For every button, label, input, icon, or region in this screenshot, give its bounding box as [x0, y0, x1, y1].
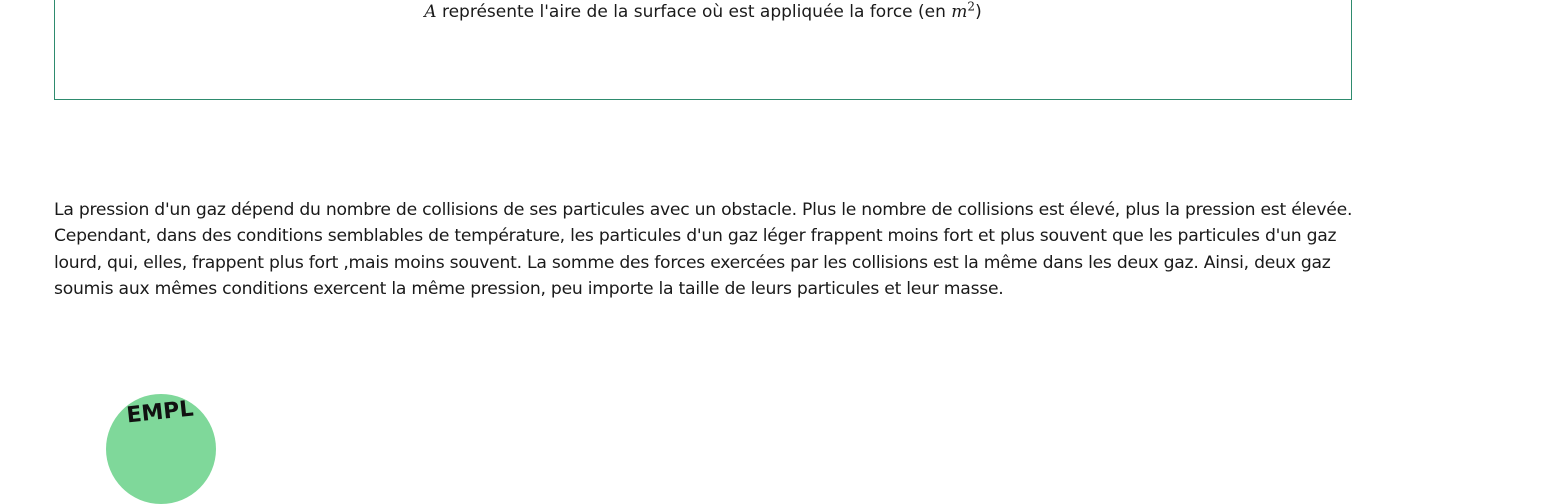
math-variable-a: A — [424, 2, 437, 22]
variable-definition — [55, 1, 1351, 23]
unit-base: m — [951, 2, 968, 22]
definition-box — [54, 0, 1352, 100]
definition-closing-paren: ) — [975, 2, 982, 22]
example-badge — [106, 394, 216, 504]
example-badge-label: EMPL — [125, 396, 195, 429]
unit-exponent: 2 — [967, 0, 976, 14]
definition-text: représente l'aire de la surface où est appliquée la force (en — [436, 2, 952, 22]
explanation-paragraph: La pression d'un gaz dépend du nombre de collisions de ses particules avec un obstacle. Plus le nombre de collisions est élevé, plus la pression est élevée. Cependant, dans des conditions semblables de température, les particules d'un gaz léger frappent moins fort et plus souvent que les particules d'un gaz lourd, qui, elles, frappent plus fort ,mais moins souvent. La somme des forces exercées par les collisions est la même dans les deux gaz. Ainsi, deux gaz soumis aux mêmes conditions exercent la même pression, peu importe la taille de leurs particules et leur masse. — [54, 200, 1353, 299]
